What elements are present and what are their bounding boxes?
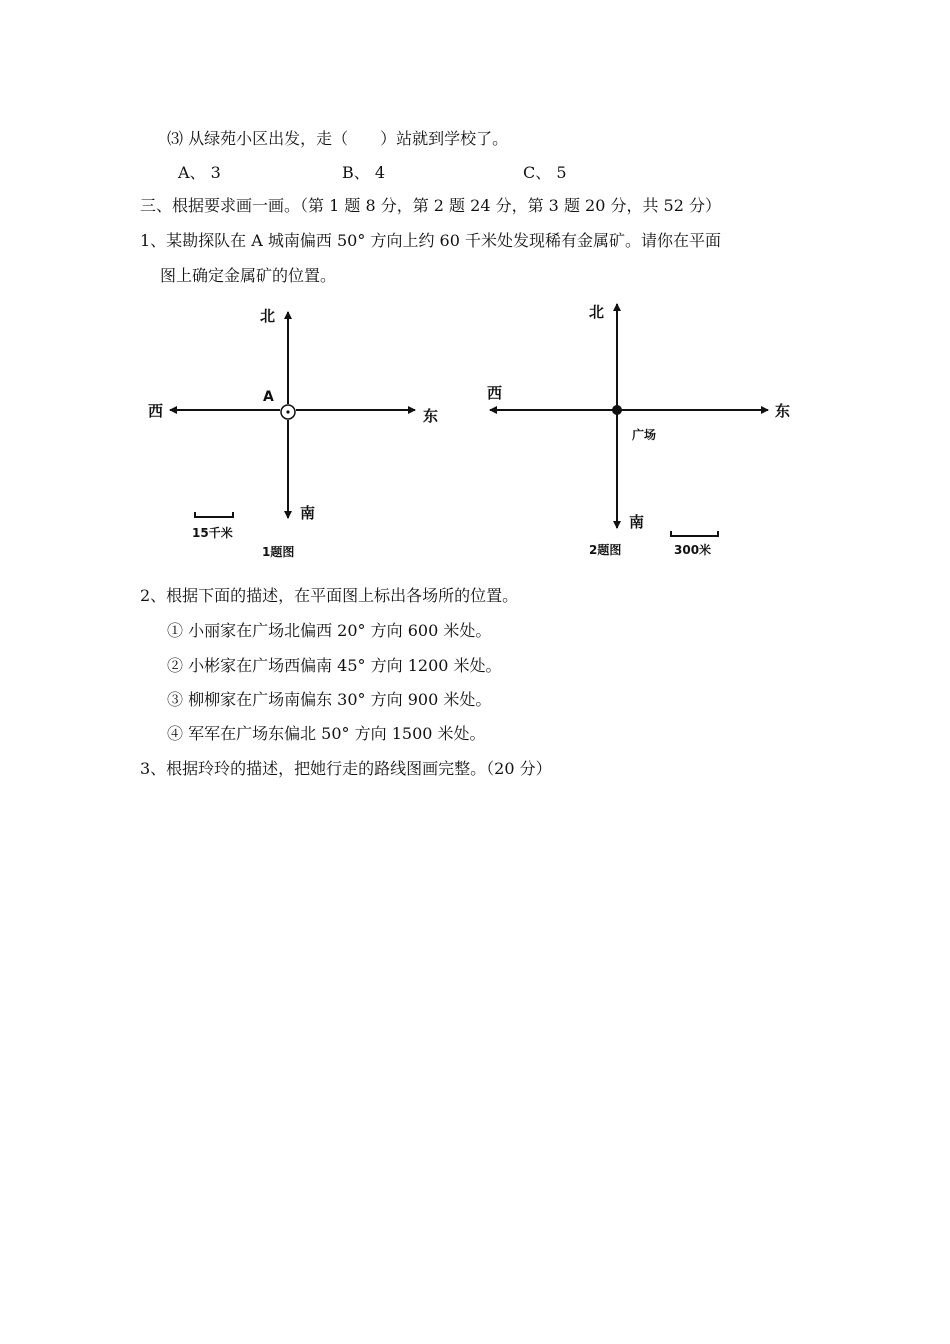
fig1-east-label: 东: [423, 407, 439, 425]
fig2-south-label: 南: [629, 513, 645, 531]
section-3-heading: 三、根据要求画一画。（第 1 题 8 分，第 2 题 24 分，第 3 题 20 分，共 52 分）: [140, 196, 722, 215]
figure-1-compass: [140, 300, 450, 565]
q2-heading: 2、根据下面的描述，在平面图上标出各场所的位置。: [140, 586, 519, 605]
fig2-east-label: 东: [775, 402, 791, 420]
fig1-center-label: A: [263, 389, 274, 405]
figure-2-compass: [478, 298, 808, 565]
fig1-west-label: 西: [148, 402, 164, 420]
q2-item-1: ① 小丽家在广场北偏西 20° 方向 600 米处。: [167, 621, 492, 640]
fig1-scale-label: 15千米: [192, 526, 233, 540]
fig2-scale-label: 300米: [674, 543, 712, 557]
q2-item-3: ③ 柳柳家在广场南偏东 30° 方向 900 米处。: [167, 690, 492, 709]
option-a: A、 3: [178, 163, 221, 182]
q2-item-4: ④ 军军在广场东偏北 50° 方向 1500 米处。: [167, 724, 486, 743]
fig2-center-label: 广场: [632, 428, 657, 442]
q1-text-line2: 图上确定金属矿的位置。: [160, 266, 337, 285]
fig1-north-label: 北: [260, 307, 276, 325]
fig2-caption: 2题图: [589, 543, 622, 557]
fig1-south-label: 南: [300, 504, 316, 522]
fig2-north-label: 北: [589, 303, 605, 321]
q2-item-2: ② 小彬家在广场西偏南 45° 方向 1200 米处。: [167, 656, 502, 675]
fig2-center-dot: [612, 405, 622, 415]
q3-heading: 3、根据玲玲的描述，把她行走的路线图画完整。（20 分）: [140, 759, 552, 778]
q1-text-line1: 1、某勘探队在 A 城南偏西 50° 方向上约 60 千米处发现稀有金属矿。请你在平面: [140, 231, 721, 250]
option-b: B、 4: [342, 163, 386, 182]
fig2-west-label: 西: [487, 384, 503, 402]
question-3-stem: ⑶ 从绿苑小区出发，走（ ）站就到学校了。: [167, 129, 509, 148]
option-c: C、 5: [523, 163, 567, 182]
fig1-caption: 1题图: [262, 545, 295, 559]
